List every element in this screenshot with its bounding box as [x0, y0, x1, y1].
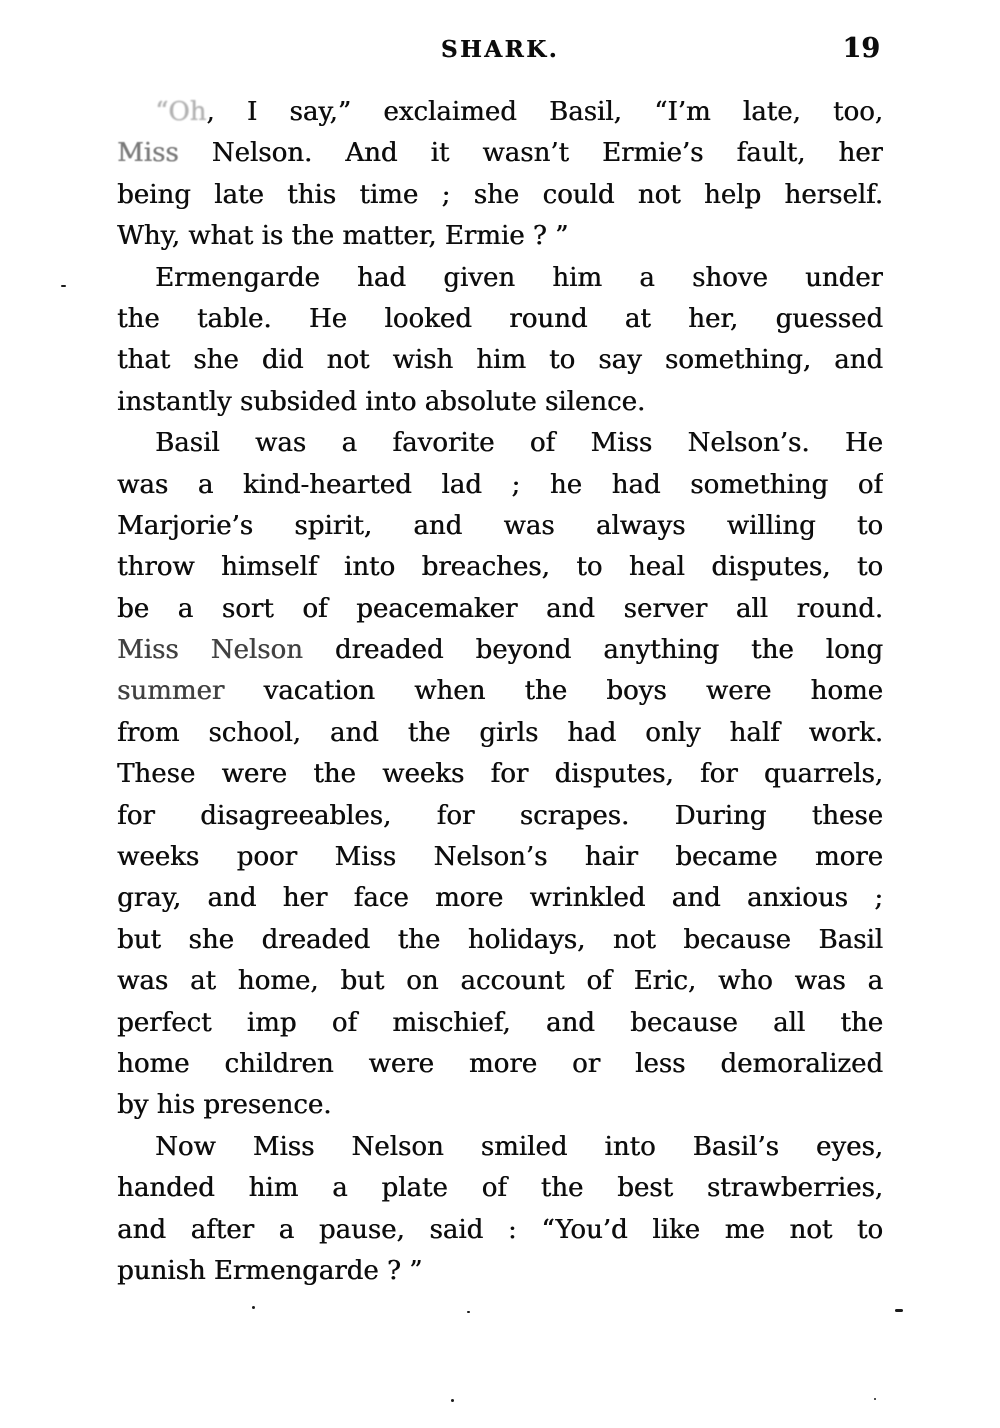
text-line — [117, 423, 883, 464]
text-segment: throw himself into breaches, to heal disputes, to — [117, 552, 883, 583]
page-text — [117, 92, 883, 1292]
text-segment: the table. He looked round at her, guessed — [117, 303, 883, 334]
text-segment: for disagreeables, for scrapes. During these — [117, 800, 883, 831]
text-segment: Ermengarde had given him a shove under — [155, 262, 883, 293]
ink-speck — [467, 1311, 470, 1313]
chapter-title: SHARK. — [440, 36, 560, 63]
ink-speck — [252, 1306, 255, 1309]
text-line — [117, 547, 883, 588]
ink-speck — [451, 1399, 454, 1402]
text-segment: perfect imp of mischief, and because all the — [117, 1007, 883, 1038]
text-line — [117, 630, 883, 671]
faded-ink-text: Miss — [117, 138, 179, 169]
text-line — [117, 258, 883, 299]
text-line — [117, 1044, 883, 1085]
text-segment: , I say,” exclaimed Basil, “I’m late, too, — [206, 97, 883, 127]
text-line — [117, 671, 883, 712]
text-line — [117, 589, 883, 630]
text-segment: from school, and the girls had only half work. — [117, 717, 883, 748]
text-line — [117, 1168, 883, 1209]
text-line — [117, 920, 883, 961]
text-line — [117, 216, 883, 257]
text-segment: Why, what is the matter, Ermie ? ” — [117, 221, 569, 252]
text-line — [117, 175, 883, 216]
text-segment: These were the weeks for disputes, for quarrels, — [117, 759, 883, 790]
text-line — [117, 1251, 883, 1292]
faded-ink-text: Miss Nelson — [117, 635, 303, 666]
text-segment: by his presence. — [117, 1090, 332, 1121]
text-line — [117, 713, 883, 754]
paragraph — [117, 92, 883, 258]
text-segment: was at home, but on account of Eric, who was a — [117, 966, 883, 997]
text-segment: was a kind-hearted lad ; he had something of — [117, 469, 883, 500]
text-line — [117, 340, 883, 381]
text-segment: gray, and her face more wrinkled and anxious ; — [117, 883, 883, 914]
text-segment: that she did not wish him to say something, and — [117, 345, 883, 376]
text-segment: be a sort of peacemaker and server all round. — [117, 593, 883, 624]
ink-speck — [61, 285, 66, 287]
ink-speck — [895, 1309, 903, 1312]
running-header — [0, 33, 1000, 70]
text-segment: punish Ermengarde ? ” — [117, 1255, 423, 1286]
page-number: 19 — [842, 33, 880, 64]
text-segment: and after a pause, said : “You’d like me not to — [117, 1214, 883, 1245]
text-line — [117, 92, 883, 133]
text-line — [117, 1210, 883, 1251]
text-segment: being late this time ; she could not help herself. — [117, 179, 883, 210]
text-line — [117, 1003, 883, 1044]
text-line — [117, 1127, 883, 1168]
text-segment: Basil was a favorite of Miss Nelson’s. He — [155, 428, 883, 459]
text-line — [117, 133, 883, 174]
text-line — [117, 837, 883, 878]
text-line — [117, 878, 883, 919]
text-line — [117, 961, 883, 1002]
text-segment: dreaded beyond anything the long — [302, 635, 883, 666]
text-line — [117, 796, 883, 837]
text-line — [117, 754, 883, 795]
text-segment: Marjorie’s spirit, and was always willing to — [117, 510, 883, 541]
text-line — [117, 1085, 883, 1126]
text-segment: weeks poor Miss Nelson’s hair became more — [117, 842, 883, 873]
text-segment: Now Miss Nelson smiled into Basil’s eyes, — [155, 1131, 883, 1162]
faded-ink-text: “Oh — [155, 97, 207, 127]
text-line — [117, 299, 883, 340]
text-segment: but she dreaded the holidays, not because Basil — [117, 924, 883, 955]
paragraph — [117, 258, 883, 424]
text-line — [117, 465, 883, 506]
faded-ink-text: summer — [117, 676, 225, 707]
text-segment: Nelson. And it wasn’t Ermie’s fault, her — [178, 138, 883, 169]
text-segment: home children were more or less demoralized — [117, 1048, 883, 1079]
text-segment: vacation when the boys were home — [224, 676, 883, 707]
ink-speck — [874, 1398, 876, 1400]
text-segment: instantly subsided into absolute silence. — [117, 386, 646, 417]
text-line — [117, 506, 883, 547]
paragraph — [117, 1127, 883, 1293]
paragraph — [117, 423, 883, 1127]
text-segment: handed him a plate of the best strawberries, — [117, 1173, 883, 1204]
text-line — [117, 382, 883, 423]
